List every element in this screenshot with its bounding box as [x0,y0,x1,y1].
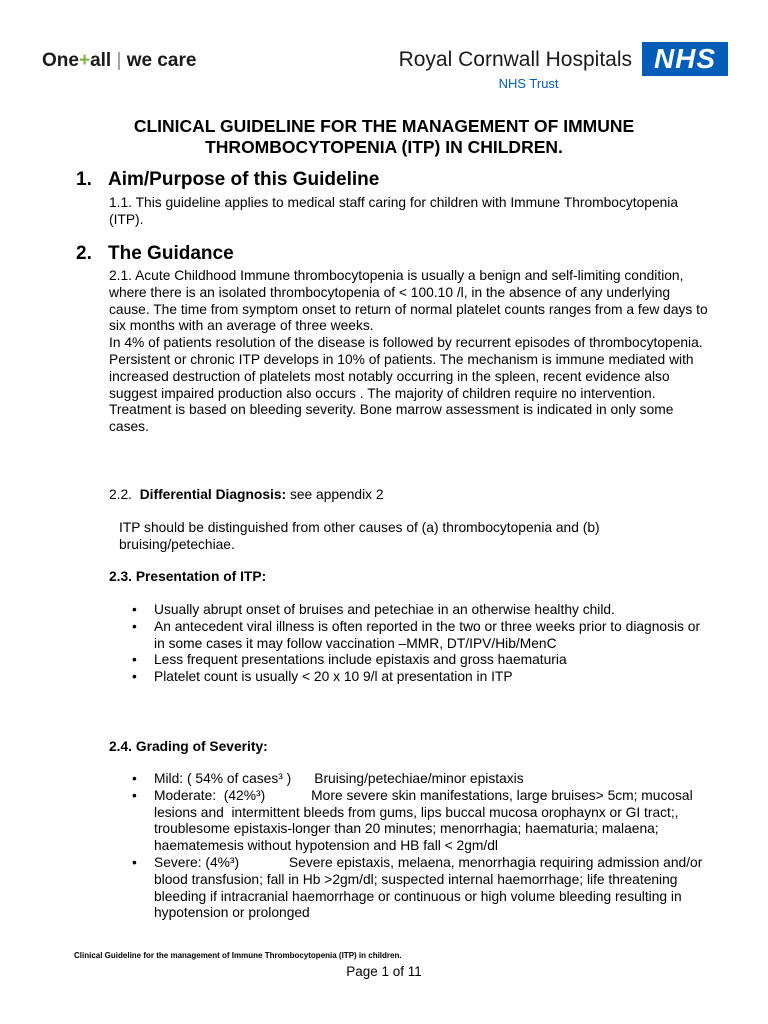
organisation-name-block [399,48,632,91]
paragraph-2-1: 2.1. Acute Childhood Immune thrombocytopenia is usually a benign and self-limiting condition, where there is an isolated thrombocytopenia of < 100.10 /l, in the absence of any underlying cause. The time from symptom onset to return of normal platelet counts ranges from a few days to six months with an average of three weeks. In 4% of patients resolution of the disease is followed by recurrent episodes of thrombocytopenia. Persistent or chronic ITP develops in 10% of patients. The mechanism is immune mediated with increased destruction of platelets most notably occurring in the spleen, recent evidence also suggest impaired production also occurs . The majority of children require no intervention. Treatment is based on bleeding severity. Bone marrow assessment is indicated in only some cases. [109,268,708,435]
differential-diagnosis-label: Differential Diagnosis: [139,487,287,502]
list-item: • Usually abrupt onset of bruises and petechiae in an otherwise healthy child. [130,602,710,619]
nhs-logo: NHS [642,42,728,76]
section-2-3-heading: 2.3. Presentation of ITP: [109,569,267,584]
page-header [42,40,728,91]
page-number: Page 1 of 11 [346,964,422,979]
section-1-heading: 1. Aim/Purpose of this Guideline [76,169,380,190]
paragraph-2-2: 2.2. Differential Diagnosis: see appendix 2 [109,487,384,502]
paragraph-1-1: 1.1. This guideline applies to medical staff caring for children with Immune Thrombocytopenia (ITP). [109,195,679,227]
trust-tagline: One+all | we care [42,50,197,71]
section-2-heading: 2. The Guidance [76,243,234,264]
list-item: • Less frequent presentations include epistaxis and gross haematuria [130,652,710,669]
paragraph-2-2-body: ITP should be distinguished from other causes of (a) thrombocytopenia and (b) bruising/petechiae. [119,520,600,552]
list-item: • An antecedent viral illness is often reported in the two or three weeks prior to diagnosis or in some cases it may follow vaccination –MMR, DT/IPV/Hib/MenC [130,619,710,653]
list-item: • Platelet count is usually < 20 x 10 9/l at presentation in ITP [130,669,710,686]
footer-text: Clinical Guideline for the management of Immune Thrombocytopenia (ITP) in children. [74,951,402,960]
section-2-4-heading: 2.4. Grading of Severity: [109,739,268,754]
organisation-subtitle: NHS Trust [498,76,559,91]
list-item: • Mild: ( 54% of cases³ ) Bruising/petechiae/minor epistaxis [130,771,710,788]
organisation-name: Royal Cornwall Hospitals [398,48,632,71]
document-title: CLINICAL GUIDELINE FOR THE MANAGEMENT OF IMMUNE THROMBOCYTOPENIA (ITP) IN CHILDREN. [133,116,635,157]
list-item: • Moderate: (42%³) More severe skin manifestations, large bruises> 5cm; mucosal lesions and intermittent bleeds from gums, lips buccal mucosa orophaynx or GI tract;, troublesome epistaxis-longer than 20 minutes; menorrhagia; haematuria; malaena; haematemesis without hypotension and HB fall < 2gm/dl [130,788,710,855]
severity-list [130,771,710,922]
presentation-list [130,602,710,686]
list-item: • Severe: (4%³) Severe epistaxis, melaena, menorrhagia requiring admission and/or blood transfusion; fall in Hb >2gm/dl; suspected internal haemorrhage; life threatening bleeding if intracranial haemorrhage or continuous or high volume bleeding resulting in hypotension or prolonged [130,855,710,922]
